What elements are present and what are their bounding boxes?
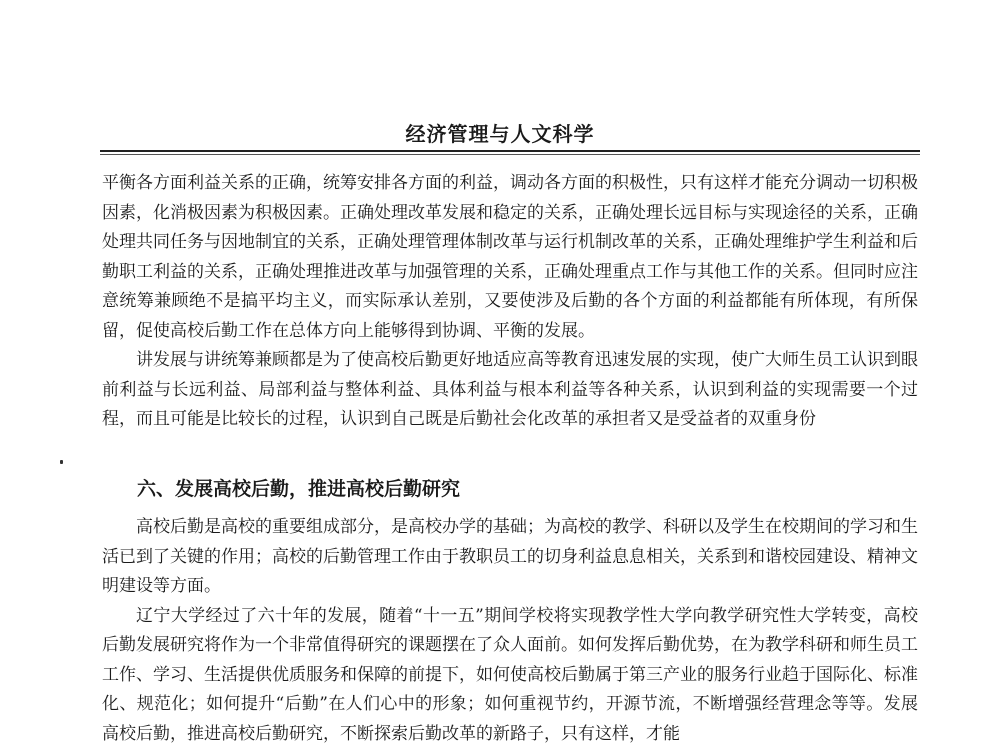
header-rule-thin: [100, 154, 920, 155]
paragraph-logistics-role: 高校后勤是高校的重要组成部分，是高校办学的基础；为高校的教学、科研以及学生在校期间的学习和生活已到了关键的作用；高校的后勤管理工作由于教职员工的切身利益息息相关，关系到和谐校园建设、精神文明建设等方面。: [102, 513, 918, 602]
scan-speck: [60, 460, 63, 464]
running-header: 经济管理与人文科学: [0, 118, 1000, 147]
body-text-bottom: [102, 513, 918, 749]
paragraph-continuation: 平衡各方面利益关系的正确，统筹安排各方面的利益，调动各方面的积极性，只有这样才能充分调动一切积极因素，化消极因素为积极因素。正确处理改革发展和稳定的关系，正确处理长远目标与实现途径的关系，正确处理共同任务与因地制宜的关系，正确处理管理体制改革与运行机制改革的关系，正确处理维护学生利益和后勤职工利益的关系，正确处理推进改革与加强管理的关系，正确处理重点工作与其他工作的关系。但同时应注意统筹兼顾绝不是搞平均主义，而实际承认差别，又要使涉及后勤的各个方面的利益都能有所体现，有所保留，促使高校后勤工作在总体方向上能够得到协调、平衡的发展。: [102, 169, 918, 346]
header-rule-thick: [100, 150, 920, 152]
paragraph-development-balance: 讲发展与讲统筹兼顾都是为了使高校后勤更好地适应高等教育迅速发展的实现，使广大师生员工认识到眼前利益与长远利益、局部利益与整体利益、具体利益与根本利益等各种关系，认识到利益的实现需要一个过程，而且可能是比较长的过程，认识到自己既是后勤社会化改革的承担者又是受益者的双重身份: [102, 346, 918, 435]
paragraph-liaoning-university: 辽宁大学经过了六十年的发展，随着“十一五”期间学校将实现教学性大学向教学研究性大学转变，高校后勤发展研究将作为一个非常值得研究的课题摆在了众人面前。如何发挥后勤优势，在为教学科研和师生员工工作、学习、生活提供优质服务和保障的前提下，如何使高校后勤属于第三产业的服务行业趋于国际化、标准化、规范化；如何提升“后勤”在人们心中的形象；如何重视节约，开源节流，不断增强经营理念等等。发展高校后勤，推进高校后勤研究，不断探索后勤改革的新路子，只有这样，才能: [102, 602, 918, 749]
section-heading: 六、发展高校后勤，推进高校后勤研究: [137, 474, 460, 501]
body-text-top: [102, 169, 918, 435]
